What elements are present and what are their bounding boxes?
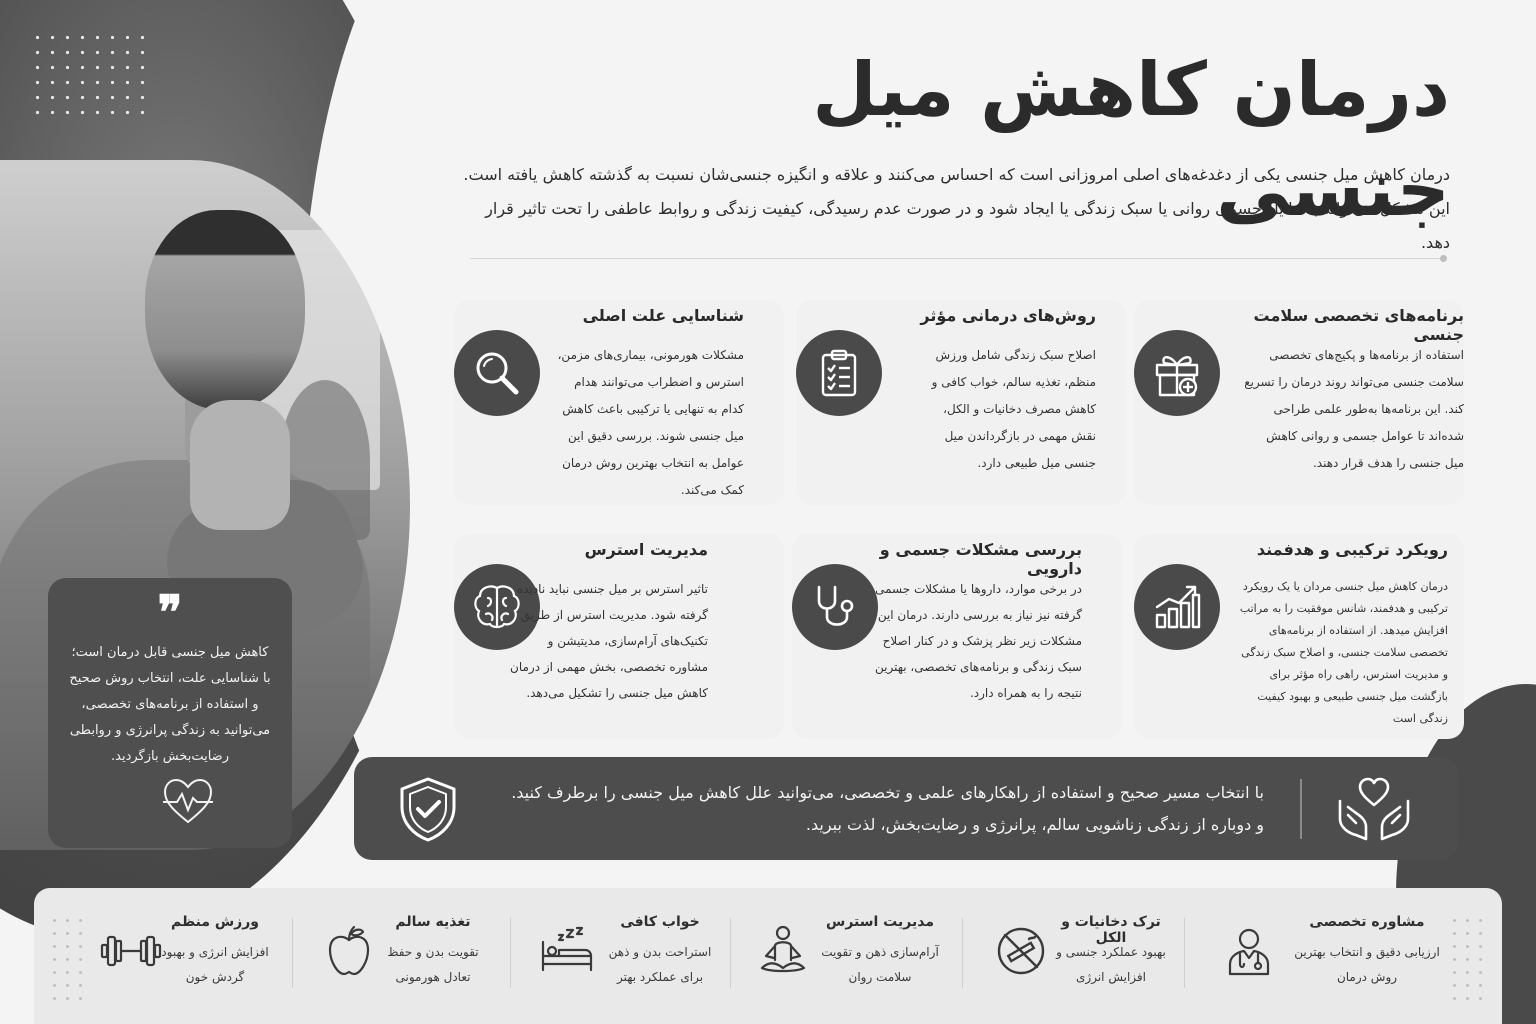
tip-quit-smoking-alcohol (988, 910, 1176, 1000)
card-identify-root-cause (454, 300, 784, 505)
card-physical-and-medication (792, 534, 1122, 739)
sleep-bed-icon (534, 918, 600, 984)
card-title: شناسایی علت اصلی (582, 306, 744, 325)
cta-banner (354, 757, 1458, 860)
tip-body: ارزیابی دقیق و انتخاب بهترین روش درمان (1294, 945, 1440, 984)
tip-expert-consultation (1216, 910, 1442, 1000)
card-body: در برخی موارد، داروها یا مشکلات جسمی گرفته نیز نیاز به بررسی دارند. درمان این مشکلات زیر نظر پزشک و در کنار اصلاح سبک زندگی و برنامه‌های تخصصی، بهترین نتیجه را به همراه دارد. (875, 582, 1082, 700)
tip-title: ترک دخانیات و الکل (1061, 914, 1161, 946)
intro-text (460, 158, 1450, 260)
tip-separator (510, 918, 511, 988)
clipboard-checklist-icon (796, 330, 882, 416)
heartbeat-icon (66, 776, 274, 826)
dumbbell-icon (98, 918, 164, 984)
card-stress-management (454, 534, 784, 739)
card-body: تاثیر استرس بر میل جنسی نباید نادیده گرفته شود. مدیریت استرس از طریق تکنیک‌های آرام‌سازی، مدیتیشن و مشاوره تخصصی، بخش مهمی از درمان کاهش میل جنسی را تشکیل می‌دهد. (510, 582, 708, 700)
card-body: مشکلات هورمونی، بیماری‌های مزمن، استرس و اضطراب می‌توانند هدام کدام به تنهایی یا ترکیبی باعث کاهش میل جنسی شوند. بررسی دقیق این عوامل به انتخاب بهترین روش درمان کمک می‌کند. (557, 348, 744, 497)
tip-enough-sleep (534, 910, 720, 1000)
banner-message (484, 777, 1264, 841)
tip-title: مدیریت استرس (826, 914, 934, 930)
card-title: بررسی مشکلات جسمی و دارویی (879, 540, 1082, 578)
tip-body: بهبود عملکرد جنسی و افزایش انرژی (1056, 945, 1166, 984)
tip-title: خواب کافی (620, 914, 700, 930)
tip-body: تقویت بدن و حفظ تعادل هورمونی (387, 945, 479, 984)
no-smoking-icon (988, 918, 1054, 984)
tip-title: مشاوره تخصصی (1309, 914, 1425, 930)
tip-title: تغذیه سالم (395, 914, 471, 930)
tip-healthy-diet (316, 910, 488, 1000)
tip-body: آرام‌سازی ذهن و تقویت سلامت روان (821, 945, 939, 984)
decorative-dots (30, 30, 150, 120)
tips-strip (34, 888, 1502, 1024)
banner-separator (1300, 779, 1302, 839)
tip-separator (730, 918, 731, 988)
quote-mark: ❞ (157, 585, 183, 639)
card-body: اصلاح سبک زندگی شامل ورزش منظم، تغذیه سالم، خواب کافی و کاهش مصرف دخانیات و الکل، نقش مهمی در بازگرداندن میل جنسی میل طبیعی دارد. (931, 348, 1096, 470)
apple-icon (316, 918, 382, 984)
card-title: مدیریت استرس (584, 540, 708, 559)
banner-line-1: با انتخاب مسیر صحیح و استفاده از راهکارهای علمی و تخصصی، می‌توانید علل کاهش میل جنسی را برطرف کنید. (511, 783, 1264, 802)
decorative-dots (1448, 914, 1488, 1004)
card-effective-treatments (796, 300, 1126, 505)
intro-line-2: این مشکل می‌تواند به دلایل جسمی روانی یا سبک زندگی یا ایجاد شود و در صورت عدم رسیدگی، کیفیت زندگی و روابط عاطفی را تحت تاثیر قرار دهد. (485, 199, 1450, 252)
growth-chart-icon (1134, 564, 1220, 650)
card-combined-approach (1134, 534, 1464, 739)
tip-separator (962, 918, 963, 988)
card-sexual-health-programs (1134, 300, 1464, 505)
header-divider (470, 258, 1445, 259)
page-title: درمان کاهش میل جنسی (812, 47, 1450, 233)
tip-regular-exercise (98, 910, 270, 1000)
hands-heart-icon (1334, 775, 1414, 843)
quote-card (48, 578, 292, 848)
decorative-dots (48, 914, 88, 1004)
divider-dot (1440, 255, 1447, 262)
card-title: رویکرد ترکیبی و هدفمند (1256, 540, 1448, 559)
meditation-icon (750, 918, 816, 984)
tip-stress-management (750, 910, 950, 1000)
doctor-icon (1216, 918, 1282, 984)
tip-body: استراحت بدن و ذهن برای عملکرد بهتر (608, 945, 712, 984)
tip-body: افزایش انرژی و بهبود گردش خون (161, 945, 269, 984)
intro-line-1: درمان کاهش میل جنسی یکی از دغدغه‌های اصلی امروزانی است که احساس می‌کنند و علاقه و انگیزه جنسی‌شان نسبت به گذشته کاهش یافته است. (463, 165, 1450, 184)
shield-check-icon (396, 775, 460, 843)
gift-plus-icon (1134, 330, 1220, 416)
card-title: برنامه‌های تخصصی سلامت جنسی (1253, 306, 1464, 344)
card-body: درمان کاهش میل جنسی مردان یا یک رویکرد ترکیبی و هدفمند، شانس موفقیت را به مراتب افزایش میدهد. از استفاده از برنامه‌های تخصصی سلامت جنسی، و اصلاح سبک زندگی و مدیریت استرس، راهی راه مؤثر برای بازگشت میل جنسی طبیعی و بهبود کیفیت زندگی است (1239, 580, 1448, 725)
tip-separator (1184, 918, 1185, 988)
tip-title: ورزش منظم (170, 914, 259, 930)
card-title: روش‌های درمانی مؤثر (920, 306, 1096, 325)
quote-text: کاهش میل جنسی قابل درمان است؛ با شناسایی علت، انتخاب روش صحیح و استفاده از برنامه‌های تخصصی، می‌توانید به زندگی پرانرژی و روابطی رضایت‌بخش بازگردید. (69, 645, 271, 764)
magnifier-icon (454, 330, 540, 416)
banner-line-2: و دوباره از زندگی زناشویی سالم، پرانرژی و رضایت‌بخش، لذت ببرید. (805, 815, 1264, 834)
tip-separator (292, 918, 293, 988)
card-body: استفاده از برنامه‌ها و پکیج‌های تخصصی سلامت جنسی می‌تواند روند درمان را تسریع کند. این برنامه‌ها به‌طور علمی طراحی شده‌اند تا عوامل جسمی و روانی کاهش میل جنسی را هدف قرار دهند. (1244, 348, 1464, 470)
